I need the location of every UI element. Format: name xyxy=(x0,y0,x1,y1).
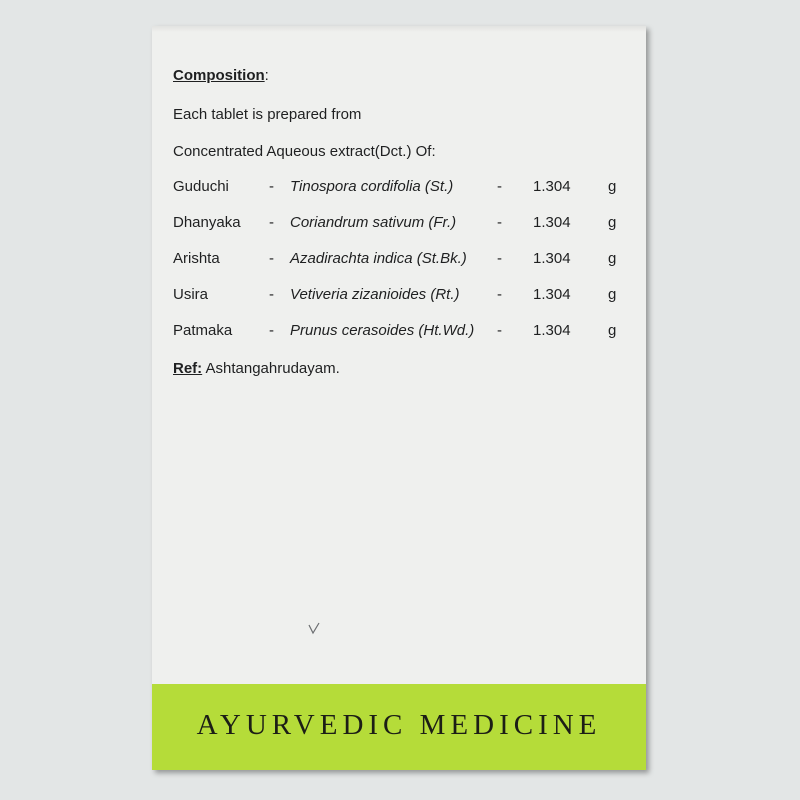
ingredient-botanical-name: Vetiveria zizanioides (Rt.) xyxy=(290,286,460,303)
composition-heading xyxy=(173,67,269,84)
ingredient-name: Dhanyaka xyxy=(173,214,241,231)
ingredient-unit: g xyxy=(608,178,617,195)
ingredient-dash: - xyxy=(497,250,502,267)
ingredient-quantity: 1.304 xyxy=(533,178,571,195)
ingredient-row xyxy=(152,322,646,342)
reference-source: Ashtangahrudayam. xyxy=(202,360,340,377)
ingredient-name: Usira xyxy=(173,286,209,303)
ingredient-row xyxy=(152,286,646,306)
ingredient-botanical-name: Tinospora cordifolia (St.) xyxy=(290,178,454,195)
ingredient-unit: g xyxy=(608,250,617,267)
ingredient-quantity: 1.304 xyxy=(533,322,571,339)
intro-line-1: Each tablet is prepared from xyxy=(173,106,362,123)
ingredient-dash: - xyxy=(497,214,502,231)
ingredient-quantity: 1.304 xyxy=(533,250,571,267)
ingredient-quantity: 1.304 xyxy=(533,214,571,231)
ingredient-name: Patmaka xyxy=(173,322,233,339)
ingredient-dash: - xyxy=(269,214,274,231)
reference-label: Ref: xyxy=(173,360,203,377)
ingredient-row xyxy=(152,250,646,270)
ingredient-dash: - xyxy=(269,322,274,339)
ingredient-dash: - xyxy=(497,322,502,339)
ingredient-botanical-name: Azadirachta indica (St.Bk.) xyxy=(290,250,467,267)
ingredient-dash: - xyxy=(269,286,274,303)
ingredient-row xyxy=(152,214,646,234)
composition-heading-colon: : xyxy=(264,67,269,84)
ingredient-dash: - xyxy=(269,250,274,267)
ingredient-unit: g xyxy=(608,214,617,231)
reference-line xyxy=(173,360,340,377)
pen-tick-mark xyxy=(307,622,321,636)
ingredient-quantity: 1.304 xyxy=(533,286,571,303)
ingredient-name: Arishta xyxy=(173,250,220,267)
ingredient-dash: - xyxy=(497,178,502,195)
ingredient-botanical-name: Coriandrum sativum (Fr.) xyxy=(290,214,457,231)
ayurvedic-medicine-band xyxy=(152,684,646,770)
ingredient-name: Guduchi xyxy=(173,178,229,195)
composition-heading-label: Composition xyxy=(173,67,265,84)
ingredient-dash: - xyxy=(497,286,502,303)
ingredient-unit: g xyxy=(608,286,617,303)
ingredient-unit: g xyxy=(608,322,617,339)
band-label: AYURVEDIC MEDICINE xyxy=(196,709,602,741)
medicine-carton xyxy=(152,26,646,770)
intro-line-2: Concentrated Aqueous extract(Dct.) Of: xyxy=(173,143,436,160)
ingredient-row xyxy=(152,178,646,198)
ingredient-dash: - xyxy=(269,178,274,195)
ingredient-botanical-name: Prunus cerasoides (Ht.Wd.) xyxy=(290,322,475,339)
